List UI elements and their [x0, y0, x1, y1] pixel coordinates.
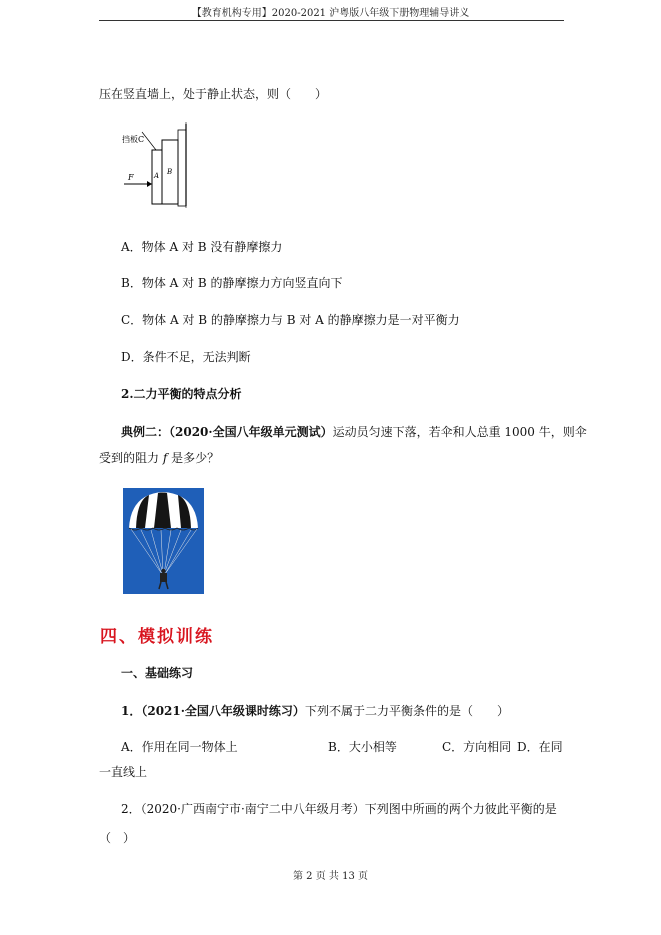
question-1-label: 1．（2021·全国八年级课时练习）: [121, 704, 305, 718]
option-c: C．物体 A 对 B 的静摩擦力与 B 对 A 的静摩擦力是一对平衡力: [121, 313, 460, 327]
page-footer: 第 2 页 共 13 页: [293, 871, 368, 882]
option-a: A．物体 A 对 B 没有静摩擦力: [121, 240, 283, 254]
q1-option-a: A．作用在同一物体上: [121, 740, 238, 754]
header-divider: [99, 20, 564, 21]
q1-option-d-continued: 一直线上: [99, 765, 148, 779]
example2-text: 运动员匀速下落，若伞和人总重 1000 牛，则伞: [332, 425, 587, 439]
q1-option-c: C．方向相同: [442, 740, 512, 754]
block-a-label: A: [154, 172, 160, 180]
example2-line1: [121, 424, 587, 440]
question-1: [121, 703, 509, 719]
option-d: D．条件不足，无法判断: [121, 350, 251, 364]
parachute-image: [123, 488, 204, 594]
blocks-wall-figure: [118, 122, 198, 208]
example2-label: 典例二：（2020·全国八年级单元测试）: [121, 425, 333, 439]
question-2-line1: 2．（2020·广西南宁市·南宁二中八年级月考）下列图中所画的两个力彼此平衡的是: [121, 802, 557, 816]
example2-line2: [99, 450, 219, 466]
q1-option-d: D．在同: [517, 740, 563, 754]
question-intro: 压在竖直墙上，处于静止状态，则（ ）: [99, 87, 328, 101]
board-c-label: 挡板C: [122, 135, 145, 144]
subheading-two-force-balance: 2.二力平衡的特点分析: [121, 387, 242, 401]
force-f-label: F: [128, 173, 134, 182]
example2-line2-post: 是多少？: [167, 451, 220, 465]
section-title-mock-training: 四、模拟训练: [100, 627, 214, 647]
option-b: B．物体 A 对 B 的静摩擦力方向竖直向下: [121, 276, 343, 290]
example2-line2-pre: 受到的阻力: [99, 451, 163, 465]
example2-var-f: f: [162, 451, 168, 465]
question-2-line2: （ ）: [99, 831, 136, 845]
question-1-text: 下列不属于二力平衡条件的是（ ）: [304, 704, 509, 718]
q1-option-b: B．大小相等: [328, 740, 397, 754]
basic-practice-heading: 一、基础练习: [121, 666, 194, 680]
page-header: 【教育机构专用】2020-2021 沪粤版八年级下册物理辅导讲义: [191, 8, 470, 19]
block-b-label: B: [167, 168, 173, 176]
